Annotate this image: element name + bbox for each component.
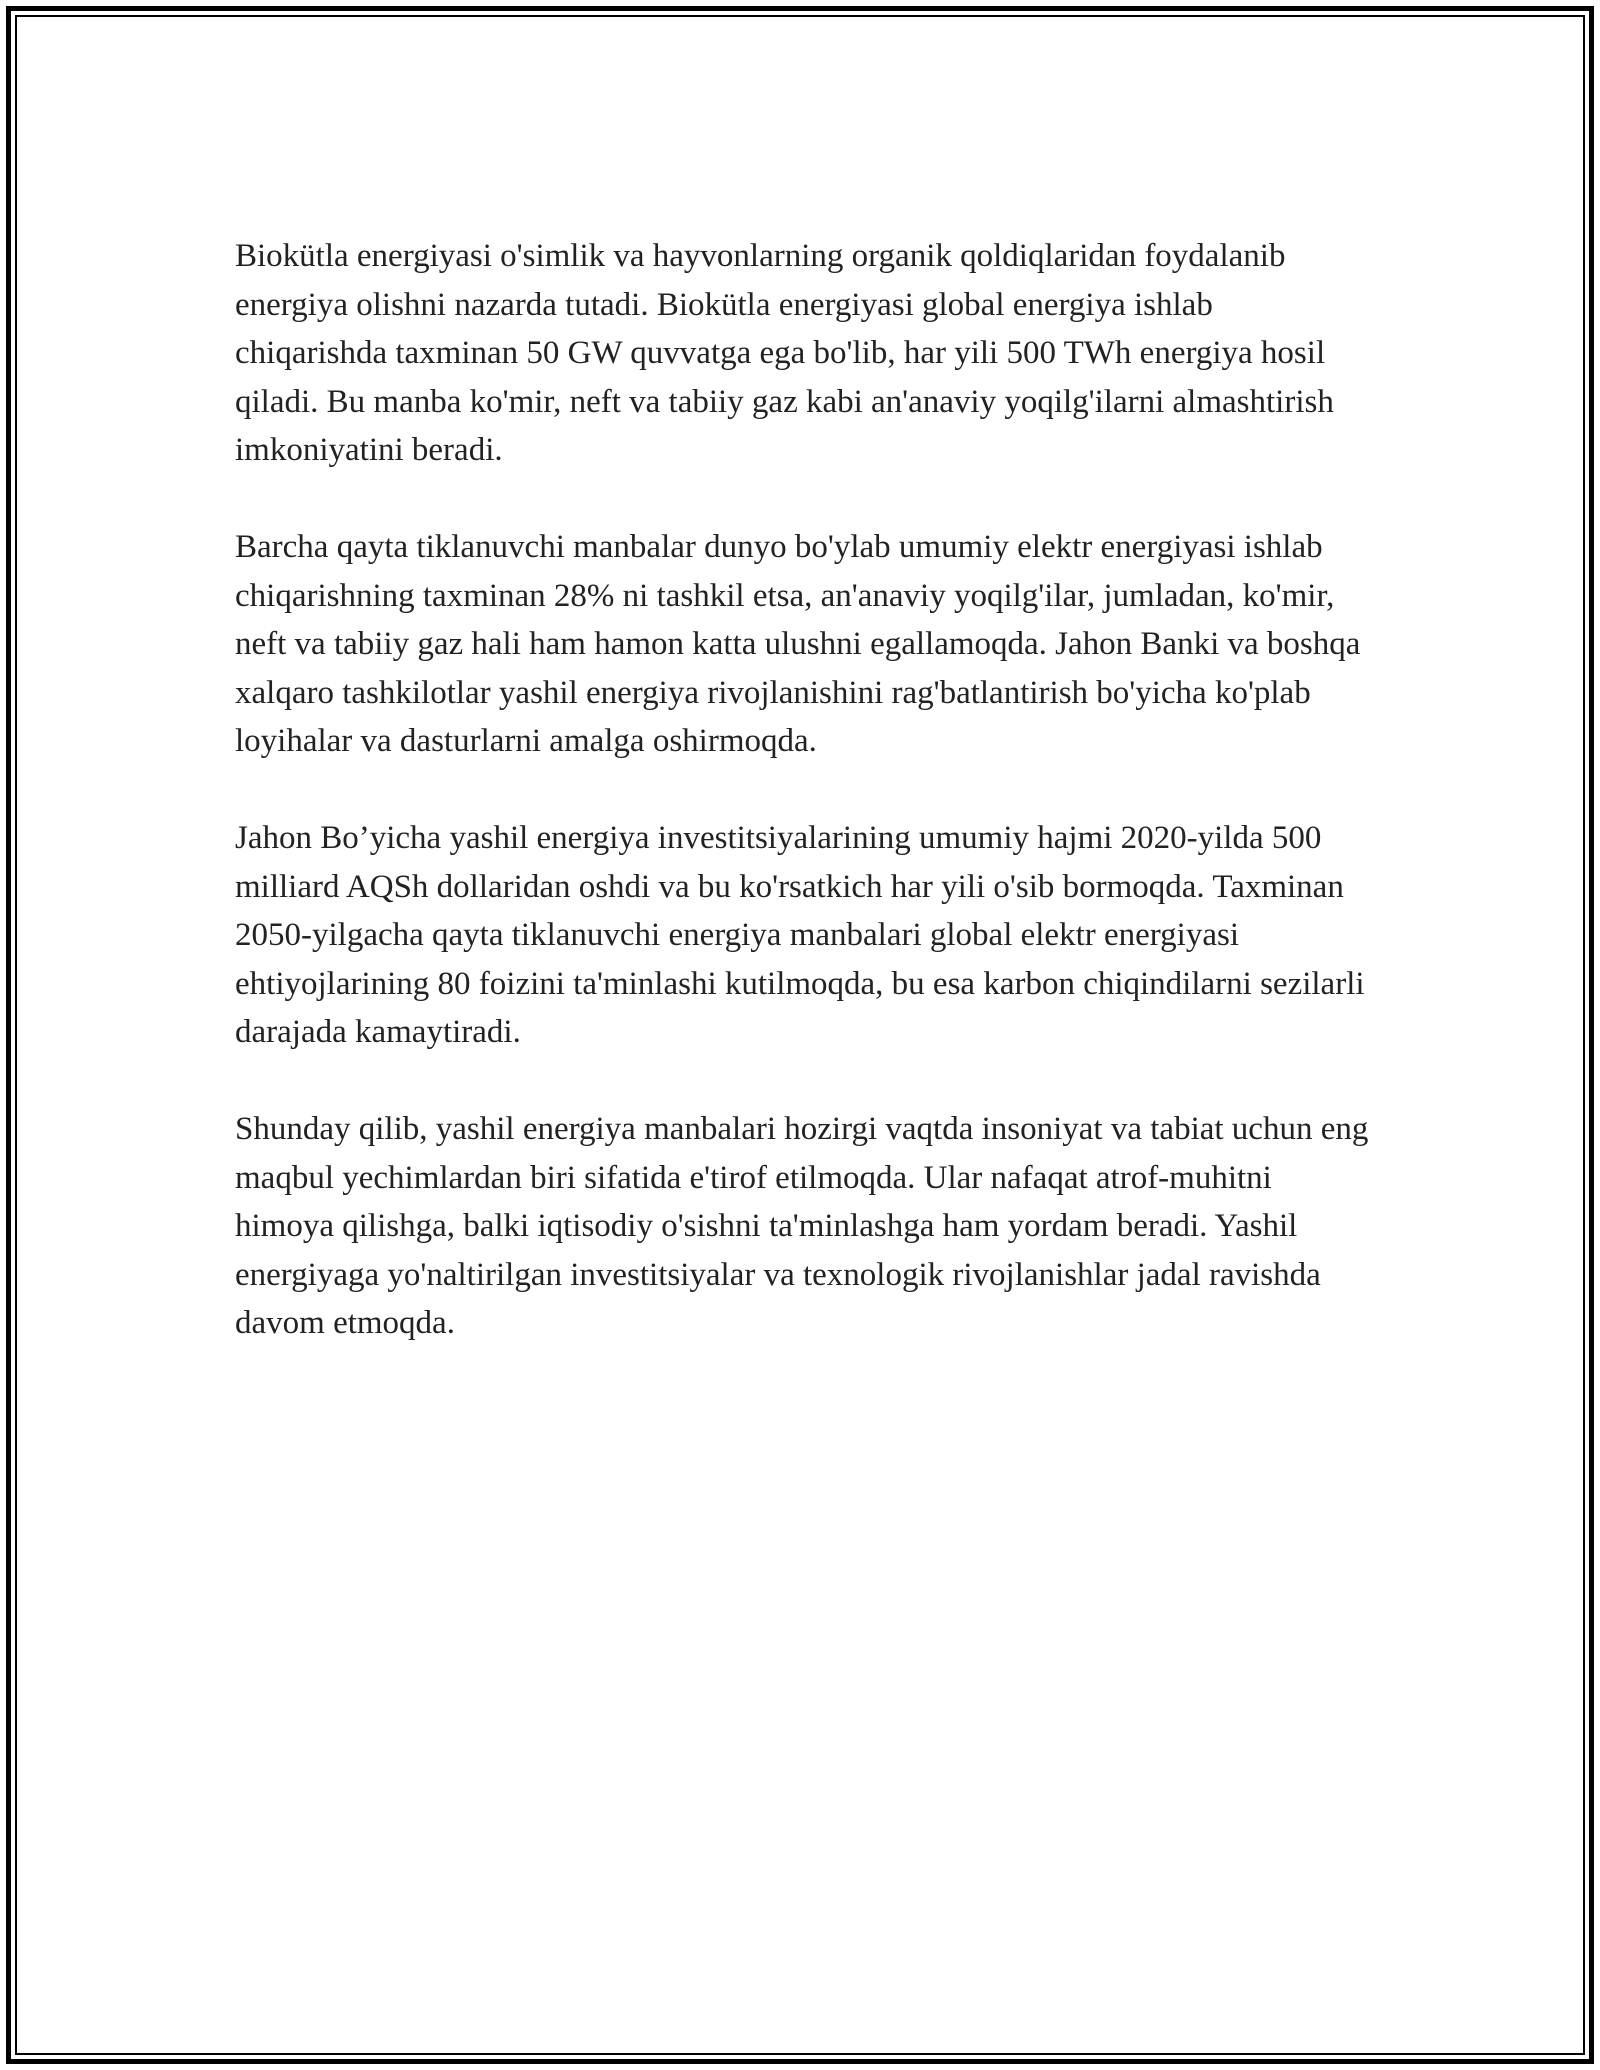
paragraph-renewables-share: Barcha qayta tiklanuvchi manbalar dunyo bo'ylab umumiy elektr energiyasi ishlab chiqarishning taxminan 28% ni tashkil etsa, an'anaviy yoqilg'ilar, jumladan, ko'mir, neft va tabiiy gaz hali ham hamon katta ulushni egallamoqda. Jahon Banki va boshqa xalqaro tashkilotlar yashil energiya rivojlanishini rag'batlantirish bo'yicha ko'plab loyihalar va dasturlarni amalga oshirmoqda. <box>235 529 1361 759</box>
paragraph-investments: Jahon Bo’yicha yashil energiya investitsiyalarining umumiy hajmi 2020-yilda 500 milliard AQSh dollaridan oshdi va bu ko'rsatkich har yili o'sib bormoqda. Taxminan 2050-yilgacha qayta tiklanuvchi energiya manbalari global elektr energiyasi ehtiyojlarining 80 foizini ta'minlashi kutilmoqda, bu esa karbon chiqindilarni sezilarli darajada kamaytiradi. <box>235 820 1365 1050</box>
document-body <box>235 232 1370 1396</box>
paragraph-biomass: Biokütla energiyasi o'simlik va hayvonlarning organik qoldiqlaridan foydalanib energiya olishni nazarda tutadi. Biokütla energiyasi global energiya ishlab chiqarishda taxminan 50 GW quvvatga ega bo'lib, har yili 500 TWh energiya hosil qiladi. Bu manba ko'mir, neft va tabiiy gaz kabi an'anaviy yoqilg'ilarni almashtirish imkoniyatini beradi. <box>235 238 1334 468</box>
paragraph-conclusion: Shunday qilib, yashil energiya manbalari hozirgi vaqtda insoniyat va tabiat uchun eng maqbul yechimlardan biri sifatida e'tirof etilmoqda. Ular nafaqat atrof-muhitni himoya qilishga, balki iqtisodiy o'sishni ta'minlashga ham yordam beradi. Yashil energiyaga yo'naltirilgan investitsiyalar va texnologik rivojlanishlar jadal ravishda davom etmoqda. <box>235 1111 1369 1341</box>
